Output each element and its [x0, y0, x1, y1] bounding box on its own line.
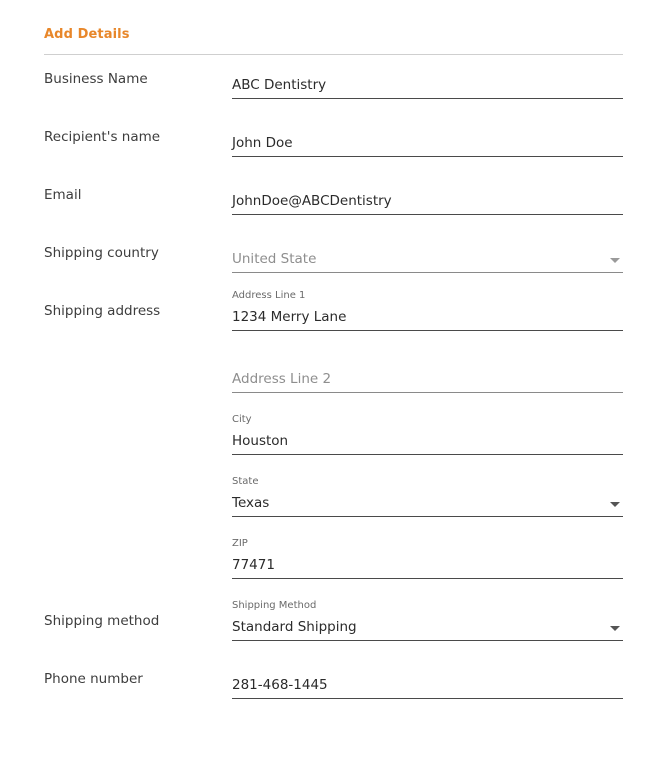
address-line1-label: Address Line 1: [232, 290, 306, 301]
zip-input[interactable]: [232, 548, 623, 579]
section-divider: [44, 54, 623, 55]
business-name-label: Business Name: [44, 71, 148, 87]
shipping-country-select[interactable]: [232, 242, 623, 273]
phone-number-label: Phone number: [44, 671, 143, 687]
recipient-name-input[interactable]: [232, 126, 623, 157]
shipping-address-label: Shipping address: [44, 303, 161, 319]
shipping-country-label: Shipping country: [44, 245, 159, 261]
business-name-input[interactable]: [232, 68, 623, 99]
recipient-name-value: John Doe: [232, 135, 293, 151]
address-line2-placeholder: Address Line 2: [232, 371, 332, 387]
recipient-name-label: Recipient's name: [44, 129, 161, 145]
phone-number-value: 281-468-1445: [232, 677, 328, 693]
city-label: City: [232, 414, 252, 425]
chevron-down-icon: [610, 626, 620, 631]
shipping-method-float-label: Shipping Method: [232, 600, 317, 611]
section-title: Add Details: [44, 27, 130, 42]
city-input[interactable]: [232, 424, 623, 455]
email-label: Email: [44, 187, 82, 203]
business-name-value: ABC Dentistry: [232, 77, 327, 93]
shipping-method-row-label: Shipping method: [44, 613, 160, 629]
chevron-down-icon: [610, 502, 620, 507]
address-line2-input[interactable]: [232, 362, 623, 393]
shipping-country-placeholder: United State: [232, 251, 317, 267]
city-value: Houston: [232, 433, 289, 449]
shipping-method-select[interactable]: [232, 610, 623, 641]
zip-value: 77471: [232, 557, 275, 573]
chevron-down-icon: [610, 258, 620, 263]
email-value: JohnDoe@ABCDentistry: [232, 193, 392, 209]
state-select[interactable]: [232, 486, 623, 517]
address-line1-input[interactable]: [232, 300, 623, 331]
shipping-method-value: Standard Shipping: [232, 619, 357, 635]
state-label: State: [232, 476, 259, 487]
phone-number-input[interactable]: [232, 668, 623, 699]
state-value: Texas: [232, 495, 270, 511]
zip-label: ZIP: [232, 538, 248, 549]
email-input[interactable]: [232, 184, 623, 215]
address-line1-value: 1234 Merry Lane: [232, 309, 347, 325]
